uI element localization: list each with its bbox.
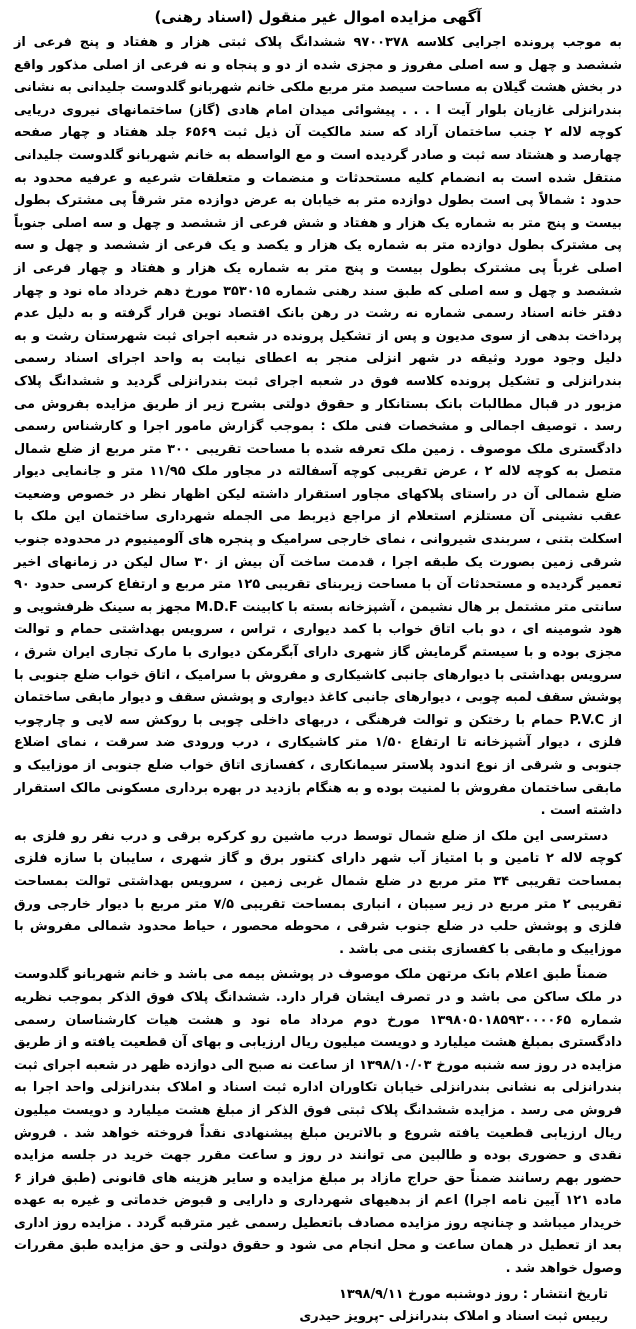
signature: رییس ثبت اسناد و املاک بندرانزلی -پرویز حیدری [299, 1309, 608, 1325]
notice-footer [14, 1284, 622, 1329]
notice-paragraph-auction-terms: ضمناً طبق اعلام بانک مرتهن ملک موصوف در پوشش بیمه می باشد و خانم شهربانو گلدوست در ملک ساکن می باشد و در تصرف ایشان قرار دارد. ششدانگ پلاک فوق الذکر بموجب نظریه شماره ۱۳۹۸۰۵۰۱۸۵۹۳۰۰۰۰۶۵ مورخ دوم مرداد ماه نود و هشت هیات کارشناسان رسمی دادگستری بمبلغ هشت میلیارد و دویست میلیون ریال ارزیابی و بهای آن قطعیت یافته و از طریق مزایده در روز سه شنبه مورخ ۱۳۹۸/۱۰/۰۳ از ساعت نه صبح الی دوازده ظهر در شعبه اجرای ثبت بندرانزلی به نشانی بندرانزلی خیابان تکاوران اداره ثبت اسناد و املاک بندرانزلی واحد اجرا به فروش می رسد . مزایده ششدانگ پلاک ثبتی فوق الذکر از مبلغ هشت میلیارد و دویست میلیون ریال ارزیابی قطعیت یافته شروع و بالاترین مبلغ پیشنهادی نقداً فروخته خواهد شد . فروش نقدی و حضوری بوده و طالبین می توانند در روز و ساعت مقرر جهت خرید در جلسه مزایده حضور بهم رسانند ضمناً حق حراج مازاد بر مبلغ مزایده و سایر هزینه های قانونی (طبق فراز ۶ ماده ۱۲۱ آیین نامه اجرا) اعم از بدهیهای شهرداری و دارایی و قبوض خدماتی و غیره به عهده خریدار میباشد و چنانچه روز مزایده مصادف باتعطیل رسمی غیر مترقبه گردد . مزایده روز اداری بعد از تعطیل در همان ساعت و محل انجام می شود و حقوق دولتی و حق مزایده طبق مقررات وصول خواهد شد . [14, 967, 622, 1277]
notice-paragraph-property-description: به موجب پرونده اجرایی کلاسه ۹۷۰۰۳۷۸ ششدانگ پلاک ثبتی هزار و هفتاد و پنج فرعی از ششصد و چهل و سه اصلی مفروز و مجزی شده از دو و پنجاه و نه فرعی از اصلی مذکور واقع در بخش هشت گیلان به مساحت سیصد متر مربع ملکی خانم شهربانو گلدوست جلیدانی به نشانی بندرانزلی غازیان بلوار آیت ا . . . پیشوائی میدان امام هادی (گاز) ساختمانهای نیروی دریایی کوچه لاله ۲ جنب ساختمان آراد که سند مالکیت آن ذیل ثبت ۶۵۶۹ جلد هفتاد و چهار صفحه چهارصد و هشتاد سه ثبت و صادر گردیده است و مع الواسطه به خانم شهربانو گلدوست جلیدانی منتقل شده است به انضمام کلیه مستحدثات و منضمات و متعلقات شرعیه و عرفیه محدود به حدود : شمالاً پی است بطول دوازده متر به خیابان به عرض دوازده متر شرقاً پی مشترک بطول بیست و پنج متر به شماره یک هزار و هفتاد و شش فرعی از ششصد و چهل و سه اصلی جنوباً پی مشترک بطول دوازده متر به شماره یک هزار و یکصد و یک فرعی از ششصد و چهل و سه اصلی غرباً پی مشترک بطول بیست و پنج متر به شماره یک هزار و هفتاد و چهار فرعی از ششصد و چهل و سه اصلی که طبق سند رهنی شماره ۳۵۳۰۱۵ مورخ دهم خرداد ماه نود و چهار دفتر خانه اسناد رسمی شماره نه رشت در رهن بانک اقتصاد نوین قرار گرفته و به دلیل عدم پرداخت بدهی از سوی مدیون و پس از تشکیل پرونده در شعبه اجرای ثبت شهرستان رشت و به دلیل وجود مورد وثیقه در شهر انزلی منجر به اعطای نیابت به واحد اجرای اسناد رسمی بندرانزلی و تشکیل پرونده کلاسه فوق در شعبه اجرای ثبت بندرانزلی گردید و ششدانگ پلاک مزبور در قبال مطالبات بانک بستانکار و حقوق دولتی بشرح زیر از طریق مزایده بفروش می رسد . توصیف اجمالی و مشخصات فنی ملک : بموجب گزارش مامور اجرا و کارشناس رسمی دادگستری ملک موصوف . زمین ملک تعرفه شده با مساحت تقریبی ۳۰۰ متر مربع از ضلع شمال متصل به کوچه لاله ۲ ، عرض تقریبی کوچه آسفالته در مجاور ملک ۱۱/۹۵ متر و جانمایی دیوار ضلع شمالی آن در راستای پلاکهای مجاور استقرار داشته لیکن اظهار نظر در خصوص وضعیت عقب نشینی آن مستلزم استعلام از مراجع ذیربط می الجمله شهرداری ساختمان این ملک با اسکلت بتنی ، سربندی شیروانی ، نمای خارجی سرامیک و پنجره های آلومینیوم در محدوده جنوب شرقی زمین بصورت یک طبقه اجرا ، قدمت ساخت آن بیش از ۳۰ سال لیکن در زمانهای اخیر تعمیر گردیده و مستحدثات آن با مساحت زیربنای تقریبی ۱۲۵ متر مربع و ارتفاع کرسی حدود ۹۰ سانتی متر مشتمل بر هال نشیمن ، آشپزخانه بسته با کابینت M.D.F مجهز به سینک ظرفشویی و هود شومینه ای ، دو باب اتاق خواب با کمد دیواری ، تراس ، سرویس بهداشتی حمام و توالت مجزی بوده و با سیستم گرمایش گاز شهری دارای آبگرمکن دیواری با مارک تجاری ایران شرق ، سرویس بهداشتی با دیوارهای جانبی کاشیکاری و مفروش با سرامیک ، اتاق خواب ضلع جنوبی با پوشش سقف لمبه چوبی ، دیوارهای جانبی کاغذ دیواری و پوشش سقف و دیوار مابقی ساختمان از P.V.C حمام با رختکن و توالت فرهنگی ، دربهای داخلی چوبی با روکش سه لایی و چارچوب فلزی ، دیوار آشپزخانه تا ارتفاع ۱/۵۰ متر کاشیکاری ، درب ورودی ضد سرقت ، نمای اضلاع جنوبی و شرقی از نوع اندود پلاستر سیمانکاری ، کفسازی اتاق خواب ضلع جنوبی از موزاییک و مابقی ساختمان مفروش با لمنیت بوده و به هنگام بازدید در بهره برداری مسکونی مالک استقرار داشته است . [14, 35, 623, 819]
notice-paragraph-access-facilities: دسترسی این ملک از ضلع شمال توسط درب ماشین رو کرکره برقی و درب نفر رو فلزی به کوچه لاله ۲ تامین و با امتیاز آب شهر دارای کنتور برق و گاز شهری ، سایبان با سازه فلزی بمساحت تقریبی ۳۴ متر مربع در ضلع شمال غربی زمین ، سرویس بهداشتی توالت بمساحت تقریبی ۲ متر مربع در زیر سیبان ، انباری بمساحت تقریبی ۷/۵ متر مربع با دیوار خارجی ورق فلزی و پوشش حلب در ضلع جنوب شرقی ، محوطه محصور ، حیاط محدود شمالی مفروش با موزاییک و مابقی با کفسازی بتنی می باشد . [14, 828, 623, 957]
notice-title: آگهی مزایده اموال غیر منقول (اسناد رهنی) [154, 8, 482, 26]
publish-date: تاریخ انتشار : روز دوشنبه مورخ ۱۳۹۸/۹/۱۱ [339, 1286, 608, 1302]
